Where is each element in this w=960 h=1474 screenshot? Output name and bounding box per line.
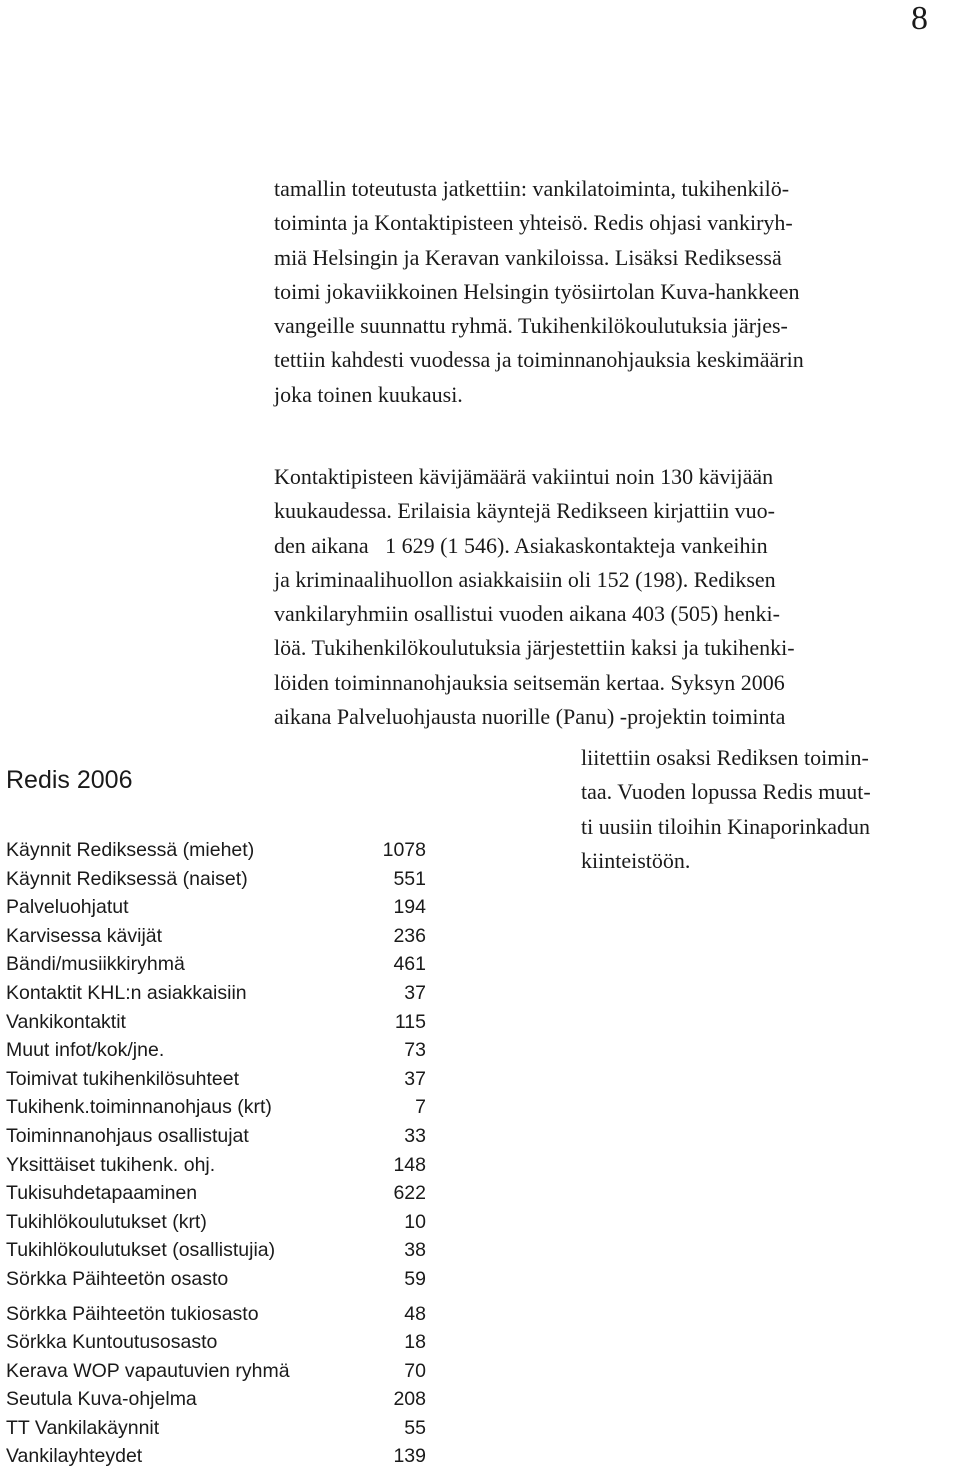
stats-row-value: 33 xyxy=(404,1124,426,1147)
stats-row xyxy=(6,1357,426,1386)
stats-row-value: 115 xyxy=(394,1010,426,1033)
paragraph-line: miä Helsingin ja Keravan vankiloissa. Lisäksi Rediksessä xyxy=(274,244,782,270)
stats-row xyxy=(6,1414,426,1443)
paragraph-line: ja kriminaalihuollon asiakkaisiin oli 152 (198). Rediksen xyxy=(274,566,776,592)
stats-row-label: Sörkka Päihteetön tukiosasto xyxy=(6,1302,259,1325)
stats-row-value: 48 xyxy=(404,1302,426,1325)
stats-row-value: 1078 xyxy=(382,839,426,861)
stats-row-label: Vankikontaktit xyxy=(6,1010,126,1033)
stats-row-label: Kontaktit KHL:n asiakkaisiin xyxy=(6,981,247,1004)
stats-row xyxy=(6,1236,426,1265)
stats-row-label: Sörkka Päihteetön osasto xyxy=(6,1267,229,1290)
paragraph-line: taa. Vuoden lopussa Redis muut- xyxy=(581,779,871,805)
stats-row-value: 139 xyxy=(393,1445,426,1468)
stats-row-value: 208 xyxy=(393,1388,426,1411)
stats-row xyxy=(6,1442,426,1471)
stats-row-label: Bändi/musiikkiryhmä xyxy=(6,953,185,976)
stats-row-value: 236 xyxy=(393,924,426,947)
stats-row-value: 37 xyxy=(404,1067,426,1090)
stats-row xyxy=(6,865,426,894)
stats-row xyxy=(6,1093,426,1122)
stats-row-label: Tukihenk.toiminnanohjaus (krt) xyxy=(6,1096,272,1119)
stats-row xyxy=(6,1328,426,1357)
stats-row-label: Kerava WOP vapautuvien ryhmä xyxy=(6,1359,290,1382)
paragraph-line: tettiin kahdesti vuodessa ja toiminnanohjauksia keskimäärin xyxy=(274,347,804,373)
stats-row-value: 551 xyxy=(393,867,426,890)
paragraph-2 xyxy=(274,460,958,734)
stats-row-label: Vankilayhteydet xyxy=(6,1445,143,1468)
stats-row xyxy=(6,1122,426,1151)
stats-row-value: 73 xyxy=(404,1039,426,1062)
page-number: 8 xyxy=(911,0,928,37)
stats-row xyxy=(6,1179,426,1208)
stats-row-value: 10 xyxy=(404,1210,426,1233)
stats-row xyxy=(6,1385,426,1414)
stats-row-label: Toiminnanohjaus osallistujat xyxy=(6,1124,249,1147)
stats-row xyxy=(6,1300,426,1329)
paragraph-line: kiinteistöön. xyxy=(581,847,691,873)
paragraph-line: toimi jokaviikkoinen Helsingin työsiirtolan Kuva-hankkeen xyxy=(274,278,800,304)
stats-row-label: Toimivat tukihenkilösuhteet xyxy=(6,1067,240,1090)
stats-row-label: Yksittäiset tukihenk. ohj. xyxy=(6,1153,216,1176)
stats-row-label: Seutula Kuva-ohjelma xyxy=(6,1388,197,1411)
stats-row xyxy=(6,979,426,1008)
stats-row-value: 7 xyxy=(415,1096,426,1119)
stats-row-label: Karvisessa kävijät xyxy=(6,924,163,947)
stats-row xyxy=(6,1265,426,1294)
paragraph-line: vangeille suunnattu ryhmä. Tukihenkilökoulutuksia järjes- xyxy=(274,313,788,339)
stats-row-label: Käynnit Rediksessä (miehet) xyxy=(6,839,255,861)
stats-row xyxy=(6,950,426,979)
stats-row-value: 622 xyxy=(393,1182,426,1205)
stats-row-value: 18 xyxy=(404,1331,426,1354)
paragraph-line: liitettiin osaksi Rediksen toimin- xyxy=(581,745,869,770)
paragraph-line: den aikana 1 629 (1 546). Asiakaskontakteja vankeihin xyxy=(274,532,768,558)
paragraph-line: löiden toiminnanohjauksia seitsemän kertaa. Syksyn 2006 xyxy=(274,669,785,695)
paragraph-line: Kontaktipisteen kävijämäärä vakiintui noin 130 kävijään xyxy=(274,464,774,489)
paragraph-line: tamallin toteutusta jatkettiin: vankilatoiminta, tukihenkilö- xyxy=(274,176,790,201)
stats-table xyxy=(6,836,426,1471)
stats-row-label: Sörkka Kuntoutusosasto xyxy=(6,1331,218,1354)
stats-row xyxy=(6,1065,426,1094)
paragraph-line: kuukaudessa. Erilaisia käyntejä Redikseen kirjattiin vuo- xyxy=(274,498,775,524)
paragraph-line: aikana Palveluohjausta nuorille (Panu) -projektin toiminta xyxy=(274,704,786,730)
stats-row xyxy=(6,1151,426,1180)
stats-row-value: 38 xyxy=(404,1239,426,1262)
stats-row-label: Tukihlökoulutukset (osallistujia) xyxy=(6,1239,276,1262)
stats-row xyxy=(6,922,426,951)
stats-row-value: 194 xyxy=(393,896,426,919)
paragraph-1 xyxy=(274,172,958,412)
stats-row xyxy=(6,1036,426,1065)
stats-row-label: Muut infot/kok/jne. xyxy=(6,1039,165,1062)
stats-row xyxy=(6,893,426,922)
stats-row-label: Palveluohjatut xyxy=(6,896,129,919)
stats-row-value: 461 xyxy=(393,953,426,976)
paragraph-line: toiminta ja Kontaktipisteen yhteisö. Redis ohjasi vankiryh- xyxy=(274,210,793,236)
stats-title: Redis 2006 xyxy=(6,766,133,794)
paragraph-line: löä. Tukihenkilökoulutuksia järjestettiin kaksi ja tukihenki- xyxy=(274,635,795,661)
paragraph-2-continuation xyxy=(581,741,960,878)
stats-row-label: TT Vankilakäynnit xyxy=(6,1416,160,1439)
stats-row xyxy=(6,1008,426,1037)
stats-row-value: 70 xyxy=(404,1359,426,1382)
paragraph-line: joka toinen kuukausi. xyxy=(274,381,463,407)
stats-row-label: Käynnit Rediksessä (naiset) xyxy=(6,867,248,890)
stats-row xyxy=(6,836,426,865)
stats-row-value: 55 xyxy=(404,1416,426,1439)
stats-row-value: 148 xyxy=(393,1153,426,1176)
stats-row-label: Tukisuhdetapaaminen xyxy=(6,1182,198,1205)
stats-row-value: 59 xyxy=(404,1267,426,1290)
paragraph-line: ti uusiin tiloihin Kinaporinkadun xyxy=(581,813,871,839)
stats-row-label: Tukihlökoulutukset (krt) xyxy=(6,1210,207,1233)
stats-row xyxy=(6,1208,426,1237)
paragraph-line: vankilaryhmiin osallistui vuoden aikana 403 (505) henki- xyxy=(274,601,780,627)
stats-row-value: 37 xyxy=(404,981,426,1004)
